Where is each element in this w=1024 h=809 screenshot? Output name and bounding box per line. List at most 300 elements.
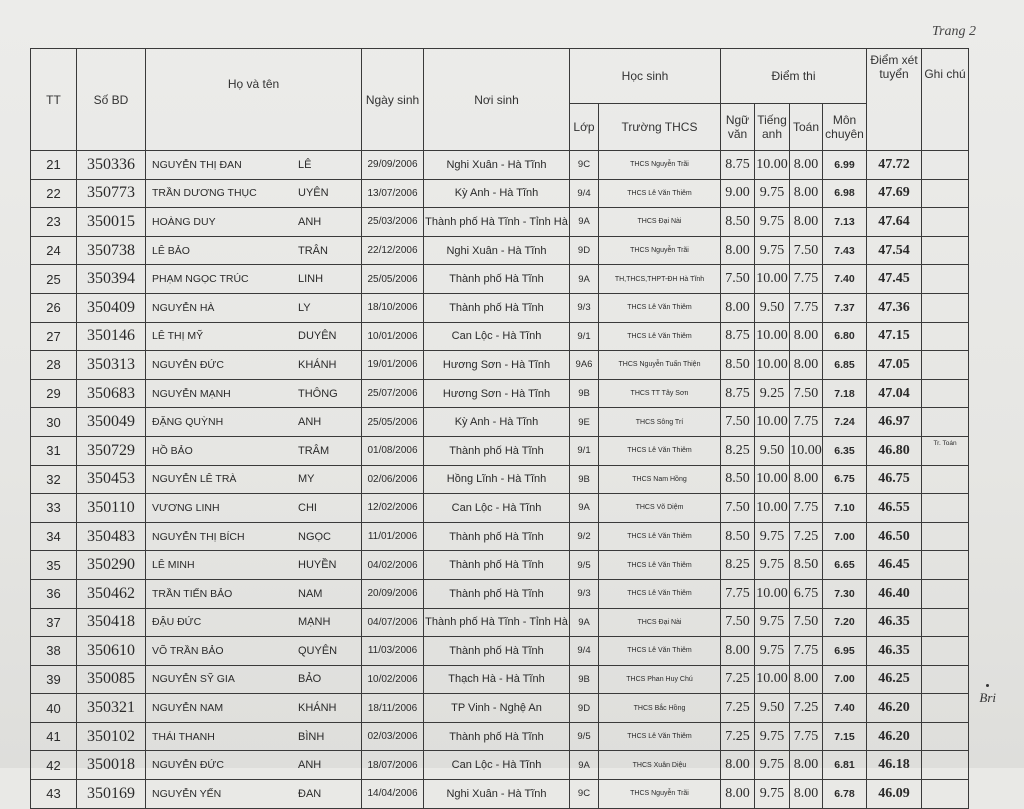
cell-tt: 23 xyxy=(31,208,77,237)
cell-pob: Thành phố Hà Tĩnh xyxy=(424,522,570,551)
table-row xyxy=(31,236,969,265)
cell-class: 9E xyxy=(570,408,599,437)
cell-school: THCS Lê Văn Thiêm xyxy=(599,293,721,322)
table-row xyxy=(31,522,969,551)
cell-pob: Kỳ Anh - Hà Tĩnh xyxy=(424,408,570,437)
cell-class: 9C xyxy=(570,151,599,180)
cell-tt: 30 xyxy=(31,408,77,437)
cell-pob: Thành phố Hà Tĩnh xyxy=(424,637,570,666)
given-name-text: KHÁNH xyxy=(298,358,337,371)
surname-text: HỒ BẢO xyxy=(152,444,193,457)
table-row xyxy=(31,637,969,666)
surname-text: NGUYỄN YẾN xyxy=(152,787,222,800)
cell-note: Tr. Toán xyxy=(922,436,969,465)
table-row xyxy=(31,408,969,437)
cell-math: 8.00 xyxy=(790,179,823,208)
cell-sbd: 350321 xyxy=(77,694,146,723)
table-row xyxy=(31,665,969,694)
table-row xyxy=(31,494,969,523)
table-row xyxy=(31,751,969,780)
cell-total: 46.18 xyxy=(867,751,922,780)
cell-name xyxy=(146,665,362,694)
given-name-text: TRÂN xyxy=(298,244,328,257)
cell-math: 7.75 xyxy=(790,293,823,322)
cell-tt: 33 xyxy=(31,494,77,523)
cell-note xyxy=(922,179,969,208)
cell-note xyxy=(922,551,969,580)
header-school: Trường THCS xyxy=(599,104,721,151)
cell-math: 7.25 xyxy=(790,522,823,551)
given-name-text: KHÁNH xyxy=(298,702,337,715)
cell-english: 10.00 xyxy=(755,408,790,437)
cell-specialty: 7.30 xyxy=(823,579,867,608)
cell-school: THCS Bắc Hồng xyxy=(599,694,721,723)
cell-dob: 18/11/2006 xyxy=(362,694,424,723)
cell-name xyxy=(146,694,362,723)
cell-school: THCS Nam Hồng xyxy=(599,465,721,494)
cell-name xyxy=(146,551,362,580)
given-name-text: NGỌC xyxy=(298,530,331,543)
table-body xyxy=(31,151,969,809)
table-row xyxy=(31,465,969,494)
cell-english: 9.75 xyxy=(755,179,790,208)
cell-literature: 8.00 xyxy=(721,293,755,322)
cell-sbd: 350683 xyxy=(77,379,146,408)
cell-school: THCS Đại Nài xyxy=(599,608,721,637)
cell-name xyxy=(146,780,362,809)
cell-pob: Nghi Xuân - Hà Tĩnh xyxy=(424,780,570,809)
cell-school: THCS Lê Văn Thiêm xyxy=(599,179,721,208)
cell-class: 9A xyxy=(570,494,599,523)
surname-text: VÕ TRẦN BẢO xyxy=(152,644,224,657)
cell-specialty: 6.35 xyxy=(823,436,867,465)
cell-school: THCS Lê Văn Thiêm xyxy=(599,637,721,666)
cell-tt: 24 xyxy=(31,236,77,265)
cell-note xyxy=(922,408,969,437)
cell-literature: 8.00 xyxy=(721,780,755,809)
cell-literature: 8.75 xyxy=(721,322,755,351)
cell-english: 9.50 xyxy=(755,436,790,465)
cell-math: 8.00 xyxy=(790,465,823,494)
cell-tt: 39 xyxy=(31,665,77,694)
cell-class: 9A xyxy=(570,208,599,237)
cell-english: 10.00 xyxy=(755,322,790,351)
header-dob: Ngày sinh xyxy=(362,49,424,151)
cell-name xyxy=(146,208,362,237)
cell-note xyxy=(922,351,969,380)
cell-name xyxy=(146,351,362,380)
cell-total: 47.72 xyxy=(867,151,922,180)
cell-class: 9B xyxy=(570,465,599,494)
cell-note xyxy=(922,722,969,751)
cell-math: 8.00 xyxy=(790,751,823,780)
cell-class: 9/3 xyxy=(570,293,599,322)
cell-sbd: 350146 xyxy=(77,322,146,351)
cell-pob: Hồng Lĩnh - Hà Tĩnh xyxy=(424,465,570,494)
cell-pob: Thành phố Hà Tĩnh xyxy=(424,265,570,294)
cell-literature: 8.50 xyxy=(721,522,755,551)
cell-literature: 7.25 xyxy=(721,722,755,751)
cell-math: 7.50 xyxy=(790,236,823,265)
cell-total: 47.15 xyxy=(867,322,922,351)
cell-pob: Can Lộc - Hà Tĩnh xyxy=(424,322,570,351)
cell-class: 9D xyxy=(570,694,599,723)
cell-dob: 01/08/2006 xyxy=(362,436,424,465)
cell-sbd: 350483 xyxy=(77,522,146,551)
table-row xyxy=(31,293,969,322)
cell-note xyxy=(922,637,969,666)
cell-specialty: 6.95 xyxy=(823,637,867,666)
cell-tt: 28 xyxy=(31,351,77,380)
cell-school: THCS Đại Nài xyxy=(599,208,721,237)
cell-name xyxy=(146,579,362,608)
cell-dob: 11/03/2006 xyxy=(362,637,424,666)
cell-literature: 7.25 xyxy=(721,694,755,723)
cell-sbd: 350110 xyxy=(77,494,146,523)
cell-specialty: 7.20 xyxy=(823,608,867,637)
cell-school: THCS Lê Văn Thiêm xyxy=(599,322,721,351)
cell-pob: Thành phố Hà Tĩnh xyxy=(424,579,570,608)
cell-math: 8.00 xyxy=(790,151,823,180)
cell-math: 7.50 xyxy=(790,379,823,408)
cell-school: THCS TT Tây Sơn xyxy=(599,379,721,408)
surname-text: THÁI THANH xyxy=(152,730,215,743)
table-row xyxy=(31,694,969,723)
cell-sbd: 350729 xyxy=(77,436,146,465)
cell-literature: 8.50 xyxy=(721,465,755,494)
cell-pob: Can Lộc - Hà Tĩnh xyxy=(424,751,570,780)
given-name-text: THÔNG xyxy=(298,387,338,400)
cell-dob: 22/12/2006 xyxy=(362,236,424,265)
cell-pob: Hương Sơn - Hà Tĩnh xyxy=(424,379,570,408)
cell-class: 9A6 xyxy=(570,351,599,380)
header-literature: Ngữ văn xyxy=(721,104,755,151)
given-name-text: QUYÊN xyxy=(298,644,338,657)
cell-name xyxy=(146,637,362,666)
cell-total: 47.05 xyxy=(867,351,922,380)
cell-total: 47.54 xyxy=(867,236,922,265)
cell-literature: 7.25 xyxy=(721,665,755,694)
cell-tt: 21 xyxy=(31,151,77,180)
cell-sbd: 350453 xyxy=(77,465,146,494)
cell-pob: Thành phố Hà Tĩnh xyxy=(424,551,570,580)
cell-tt: 26 xyxy=(31,293,77,322)
cell-note xyxy=(922,665,969,694)
given-name-text: ANH xyxy=(298,416,322,429)
cell-sbd: 350085 xyxy=(77,665,146,694)
surname-text: NGUYỄN MẠNH xyxy=(152,387,231,400)
cell-literature: 8.00 xyxy=(721,751,755,780)
given-name-text: LÊ xyxy=(298,158,312,171)
cell-specialty: 7.24 xyxy=(823,408,867,437)
cell-class: 9/4 xyxy=(570,637,599,666)
header-pob: Nơi sinh xyxy=(424,49,570,151)
cell-tt: 43 xyxy=(31,780,77,809)
cell-english: 9.75 xyxy=(755,551,790,580)
cell-class: 9/4 xyxy=(570,179,599,208)
cell-math: 8.00 xyxy=(790,665,823,694)
cell-school: THCS Lê Văn Thiêm xyxy=(599,436,721,465)
cell-literature: 8.00 xyxy=(721,637,755,666)
cell-total: 46.35 xyxy=(867,608,922,637)
table-row xyxy=(31,608,969,637)
cell-math: 8.00 xyxy=(790,351,823,380)
cell-note xyxy=(922,494,969,523)
cell-class: 9/5 xyxy=(570,551,599,580)
cell-english: 10.00 xyxy=(755,151,790,180)
surname-text: NGUYỄN LÊ TRÀ xyxy=(152,473,237,486)
cell-dob: 11/01/2006 xyxy=(362,522,424,551)
cell-name xyxy=(146,722,362,751)
cell-sbd: 350773 xyxy=(77,179,146,208)
cell-english: 10.00 xyxy=(755,465,790,494)
cell-name xyxy=(146,436,362,465)
cell-sbd: 350409 xyxy=(77,293,146,322)
cell-dob: 29/09/2006 xyxy=(362,151,424,180)
cell-class: 9C xyxy=(570,780,599,809)
handwritten-dot xyxy=(986,684,989,687)
cell-specialty: 7.37 xyxy=(823,293,867,322)
cell-english: 9.75 xyxy=(755,637,790,666)
cell-sbd: 350313 xyxy=(77,351,146,380)
cell-english: 9.75 xyxy=(755,751,790,780)
cell-dob: 04/07/2006 xyxy=(362,608,424,637)
surname-text: TRẦN DƯƠNG THỤC xyxy=(152,187,257,200)
cell-total: 47.69 xyxy=(867,179,922,208)
cell-dob: 10/01/2006 xyxy=(362,322,424,351)
cell-english: 9.50 xyxy=(755,293,790,322)
given-name-text: ĐAN xyxy=(298,787,322,800)
header-sbd: Số BD xyxy=(77,49,146,151)
results-table xyxy=(30,48,969,809)
cell-class: 9/2 xyxy=(570,522,599,551)
surname-text: PHẠM NGỌC TRÚC xyxy=(152,273,249,286)
given-name-text: MẠNH xyxy=(298,616,331,629)
cell-tt: 41 xyxy=(31,722,77,751)
cell-sbd: 350290 xyxy=(77,551,146,580)
cell-class: 9A xyxy=(570,608,599,637)
cell-dob: 25/05/2006 xyxy=(362,408,424,437)
cell-note xyxy=(922,522,969,551)
cell-note xyxy=(922,151,969,180)
cell-math: 7.75 xyxy=(790,494,823,523)
cell-math: 8.00 xyxy=(790,322,823,351)
cell-sbd: 350018 xyxy=(77,751,146,780)
given-name-text: LINH xyxy=(298,273,324,286)
cell-literature: 7.75 xyxy=(721,579,755,608)
cell-total: 47.64 xyxy=(867,208,922,237)
cell-name xyxy=(146,608,362,637)
cell-class: 9/1 xyxy=(570,436,599,465)
cell-total: 46.97 xyxy=(867,408,922,437)
surname-text: NGUYỄN ĐỨC xyxy=(152,358,224,371)
cell-specialty: 7.10 xyxy=(823,494,867,523)
page-number: Trang 2 xyxy=(932,24,976,39)
cell-sbd: 350394 xyxy=(77,265,146,294)
table-row xyxy=(31,322,969,351)
cell-pob: Thành phố Hà Tĩnh - Tỉnh Hà xyxy=(424,208,570,237)
cell-specialty: 6.85 xyxy=(823,351,867,380)
cell-literature: 8.25 xyxy=(721,551,755,580)
cell-tt: 40 xyxy=(31,694,77,723)
cell-tt: 42 xyxy=(31,751,77,780)
table-row xyxy=(31,436,969,465)
cell-english: 9.75 xyxy=(755,722,790,751)
cell-pob: Hương Sơn - Hà Tĩnh xyxy=(424,351,570,380)
cell-dob: 02/03/2006 xyxy=(362,722,424,751)
surname-text: ĐẬU ĐỨC xyxy=(152,616,202,629)
cell-total: 47.36 xyxy=(867,293,922,322)
cell-school: THCS Sông Trí xyxy=(599,408,721,437)
cell-total: 46.20 xyxy=(867,722,922,751)
cell-tt: 36 xyxy=(31,579,77,608)
cell-sbd: 350015 xyxy=(77,208,146,237)
table-row xyxy=(31,179,969,208)
cell-pob: Thạch Hà - Hà Tĩnh xyxy=(424,665,570,694)
cell-literature: 7.50 xyxy=(721,265,755,294)
given-name-text: CHI xyxy=(298,501,317,514)
surname-text: TRẦN TIẾN BẢO xyxy=(152,587,233,600)
cell-specialty: 7.18 xyxy=(823,379,867,408)
cell-note xyxy=(922,579,969,608)
surname-text: NGUYỄN SỸ GIA xyxy=(152,673,235,686)
cell-dob: 25/05/2006 xyxy=(362,265,424,294)
cell-literature: 7.50 xyxy=(721,608,755,637)
cell-name xyxy=(146,522,362,551)
cell-tt: 22 xyxy=(31,179,77,208)
cell-literature: 8.00 xyxy=(721,236,755,265)
cell-literature: 8.75 xyxy=(721,151,755,180)
surname-text: LÊ THỊ MỸ xyxy=(152,330,204,343)
surname-text: NGUYỄN THỊ ĐAN xyxy=(152,158,242,171)
cell-english: 9.75 xyxy=(755,236,790,265)
cell-math: 7.75 xyxy=(790,408,823,437)
cell-math: 7.50 xyxy=(790,608,823,637)
cell-note xyxy=(922,379,969,408)
cell-specialty: 6.75 xyxy=(823,465,867,494)
cell-school: THCS Nguyễn Tuấn Thiện xyxy=(599,351,721,380)
table-row xyxy=(31,208,969,237)
handwritten-initials: Bri xyxy=(979,690,996,705)
cell-total: 47.04 xyxy=(867,379,922,408)
surname-text: VƯƠNG LINH xyxy=(152,501,220,514)
cell-school: THCS Võ Diệm xyxy=(599,494,721,523)
cell-tt: 27 xyxy=(31,322,77,351)
header-math: Toán xyxy=(790,104,823,151)
cell-dob: 13/07/2006 xyxy=(362,179,424,208)
table-row xyxy=(31,551,969,580)
cell-specialty: 7.00 xyxy=(823,665,867,694)
cell-name xyxy=(146,465,362,494)
cell-school: TH,THCS,THPT-ĐH Hà Tĩnh xyxy=(599,265,721,294)
table-row xyxy=(31,351,969,380)
cell-dob: 14/04/2006 xyxy=(362,780,424,809)
cell-dob: 19/01/2006 xyxy=(362,351,424,380)
cell-note xyxy=(922,751,969,780)
given-name-text: MY xyxy=(298,473,315,486)
cell-dob: 10/02/2006 xyxy=(362,665,424,694)
cell-name xyxy=(146,322,362,351)
cell-english: 10.00 xyxy=(755,265,790,294)
cell-name xyxy=(146,151,362,180)
cell-class: 9B xyxy=(570,379,599,408)
cell-total: 46.40 xyxy=(867,579,922,608)
header-class: Lớp xyxy=(570,104,599,151)
given-name-text: LY xyxy=(298,301,311,314)
surname-text: LÊ MINH xyxy=(152,559,195,572)
cell-literature: 8.50 xyxy=(721,208,755,237)
cell-pob: Thành phố Hà Tĩnh xyxy=(424,722,570,751)
cell-tt: 32 xyxy=(31,465,77,494)
cell-specialty: 7.13 xyxy=(823,208,867,237)
cell-total: 46.20 xyxy=(867,694,922,723)
cell-math: 10.00 xyxy=(790,436,823,465)
cell-specialty: 6.81 xyxy=(823,751,867,780)
header-specialty: Môn chuyên xyxy=(823,104,867,151)
cell-name xyxy=(146,236,362,265)
header-english: Tiếng anh xyxy=(755,104,790,151)
cell-specialty: 6.80 xyxy=(823,322,867,351)
cell-school: THCS Nguyễn Trãi xyxy=(599,151,721,180)
cell-note xyxy=(922,322,969,351)
given-name-text: BẢO xyxy=(298,673,322,686)
cell-english: 10.00 xyxy=(755,351,790,380)
cell-name xyxy=(146,408,362,437)
cell-total: 46.25 xyxy=(867,665,922,694)
cell-name xyxy=(146,379,362,408)
cell-english: 9.75 xyxy=(755,608,790,637)
cell-sbd: 350462 xyxy=(77,579,146,608)
cell-dob: 25/07/2006 xyxy=(362,379,424,408)
cell-sbd: 350610 xyxy=(77,637,146,666)
cell-tt: 29 xyxy=(31,379,77,408)
cell-name xyxy=(146,265,362,294)
cell-name xyxy=(146,751,362,780)
header-total: Điểm xét tuyển xyxy=(867,49,922,151)
given-name-text: UYÊN xyxy=(298,187,329,200)
cell-school: THCS Nguyễn Trãi xyxy=(599,236,721,265)
cell-dob: 20/09/2006 xyxy=(362,579,424,608)
cell-english: 9.75 xyxy=(755,780,790,809)
table-row xyxy=(31,579,969,608)
cell-note xyxy=(922,293,969,322)
cell-pob: TP Vinh - Nghệ An xyxy=(424,694,570,723)
cell-total: 47.45 xyxy=(867,265,922,294)
table-row xyxy=(31,379,969,408)
cell-school: THCS Xuân Diệu xyxy=(599,751,721,780)
cell-total: 46.09 xyxy=(867,780,922,809)
cell-english: 9.25 xyxy=(755,379,790,408)
cell-class: 9A xyxy=(570,265,599,294)
cell-class: 9/3 xyxy=(570,579,599,608)
surname-text: ĐẶNG QUỲNH xyxy=(152,416,224,429)
cell-literature: 9.00 xyxy=(721,179,755,208)
cell-class: 9D xyxy=(570,236,599,265)
cell-math: 6.75 xyxy=(790,579,823,608)
cell-school: THCS Lê Văn Thiêm xyxy=(599,551,721,580)
cell-total: 46.50 xyxy=(867,522,922,551)
cell-class: 9/5 xyxy=(570,722,599,751)
cell-pob: Kỳ Anh - Hà Tĩnh xyxy=(424,179,570,208)
cell-school: THCS Phan Huy Chú xyxy=(599,665,721,694)
surname-text: NGUYỄN THỊ BÍCH xyxy=(152,530,245,543)
cell-name xyxy=(146,179,362,208)
table-row xyxy=(31,265,969,294)
cell-tt: 34 xyxy=(31,522,77,551)
cell-note xyxy=(922,465,969,494)
cell-school: THCS Lê Văn Thiêm xyxy=(599,722,721,751)
cell-sbd: 350102 xyxy=(77,722,146,751)
